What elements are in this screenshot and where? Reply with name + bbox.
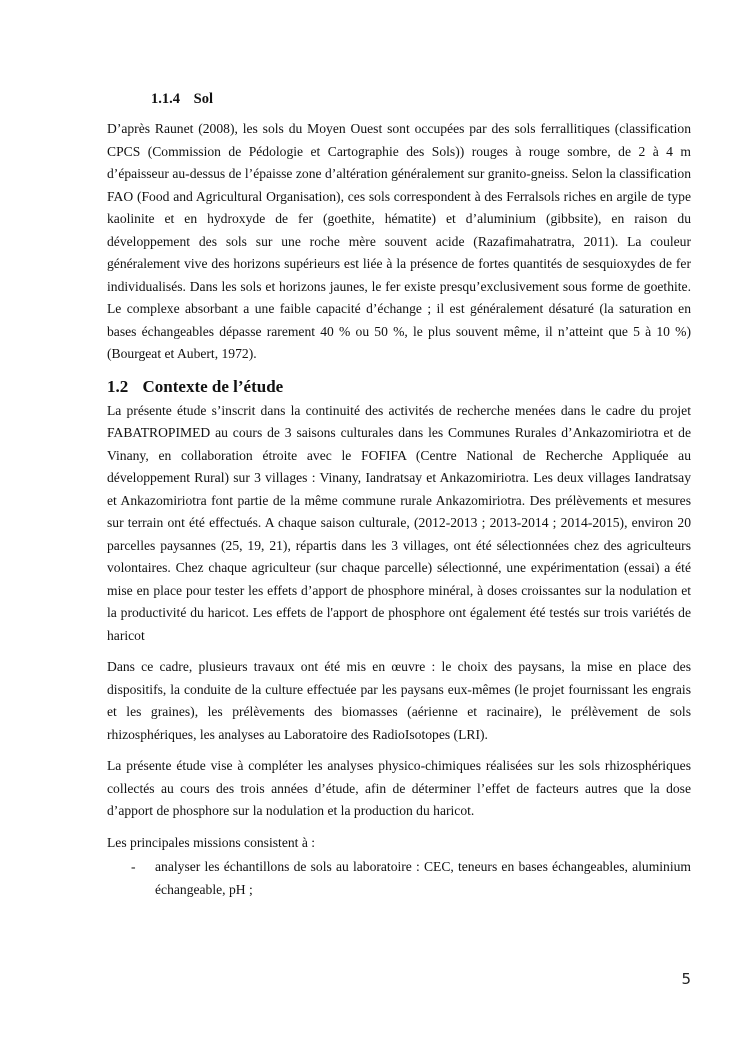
paragraph-sol: D’après Raunet (2008), les sols du Moyen Ouest sont occupées par des sols ferrallitiques (classification CPCS (Commission de Pédologie et Cartographie des Sols)) rouges à rouge sombre, de 2 à 4 m d’épaisseur au-dessus de l’épaisse zone d’altération généralement sur granito-gneiss. Selon la classification FAO (Food and Agricultural Organisation), ces sols correspondent à des Ferralsols riches en argile de type kaolinite et en hydroxyde de fer (goethite, hématite) et d’aluminium (gibbsite), en raison du développement des sols sur une roche mère souvent acide (Razafimahatratra, 2011). La couleur généralement vive des horizons supérieurs est liée à la présence de fortes quantités de sesquioxydes de fer individualisés. Dans les sols et horizons jaunes, le fer existe presqu’exclusivement sous forme de goethite. Le complexe absorbant a une faible capacité d’échange ; il est généralement désaturé (la saturation en bases échangeables dépasse rarement 40 % ou 50 %, le plus souvent même, il n’atteint que 5 à 10 %) (Bourgeat et Aubert, 1972). [107,121,691,361]
section-heading-1-2 [107,375,691,399]
page-number: 5 [681,970,691,988]
paragraph-missions-intro: Les principales missions consistent à : [107,834,316,850]
paragraph-context: La présente étude s’inscrit dans la continuité des activités de recherche menées dans le cadre du projet FABATROPIMED au cours de 3 saisons culturales dans les Communes Rurales d’Ankazomiriotra et de Vinany, en collaboration étroite avec le FOFIFA (Centre National de Recherche Appliquée au développement Rural) sur 3 villages : Vinany, Iandratsay et Ankazomiriotra. Les deux villages Iandratsay et Ankazomiriotra font partie de la même commune rurale Ankazomiriotra. Des prélèvements et mesures sur terrain ont été effectués. A chaque saison culturale, (2012-2013 ; 2013-2014 ; 2014-2015), environ 20 parcelles paysannes (25, 19, 21), répartis dans les 3 villages, ont été sélectionnées chez des agriculteurs volontaires. Chez chaque agriculteur (sur chaque parcelle) sélectionné, une expérimentation (essai) a été mise en place pour tester les effets d’apport de phosphore minéral, à doses croissantes sur la nodulation et la productivité du haricot. Les effets de l'apport de phosphore ont également été testés sur trois variétés de haricot [107,402,691,643]
paragraph-objectif: La présente étude vise à compléter les analyses physico-chimiques réalisées sur les sols rhizosphériques collectés au cours des trois années d’étude, afin de déterminer l’effet de facteurs autres que la dose d’apport de phosphore sur la nodulation et la production du haricot. [107,758,691,818]
list-item [131,856,691,901]
section-number: 1.1.4 [151,91,180,107]
paragraph-travaux: Dans ce cadre, plusieurs travaux ont été mis en œuvre : le choix des paysans, la mise en place des dispositifs, la conduite de la culture effectuée par les paysans eux-mêmes (le projet fournissant les engrais et les graines), les prélèvements des biomasses (aérienne et racinaire), le prélèvement de sols rhizosphériques, les analyses au Laboratoire des RadioIsotopes (LRI). [107,659,691,742]
section-heading-1-1-4 [151,88,691,110]
section-title: Sol [193,91,213,107]
page-content [107,88,691,901]
section-number: 1.2 [107,376,129,396]
section-title: Contexte de l’étude [142,376,284,396]
list-item-text: analyser les échantillons de sols au laboratoire : CEC, teneurs en bases échangeables, aluminium échangeable, pH ; [155,859,691,897]
missions-list [107,856,691,901]
list-bullet: - [131,859,136,874]
